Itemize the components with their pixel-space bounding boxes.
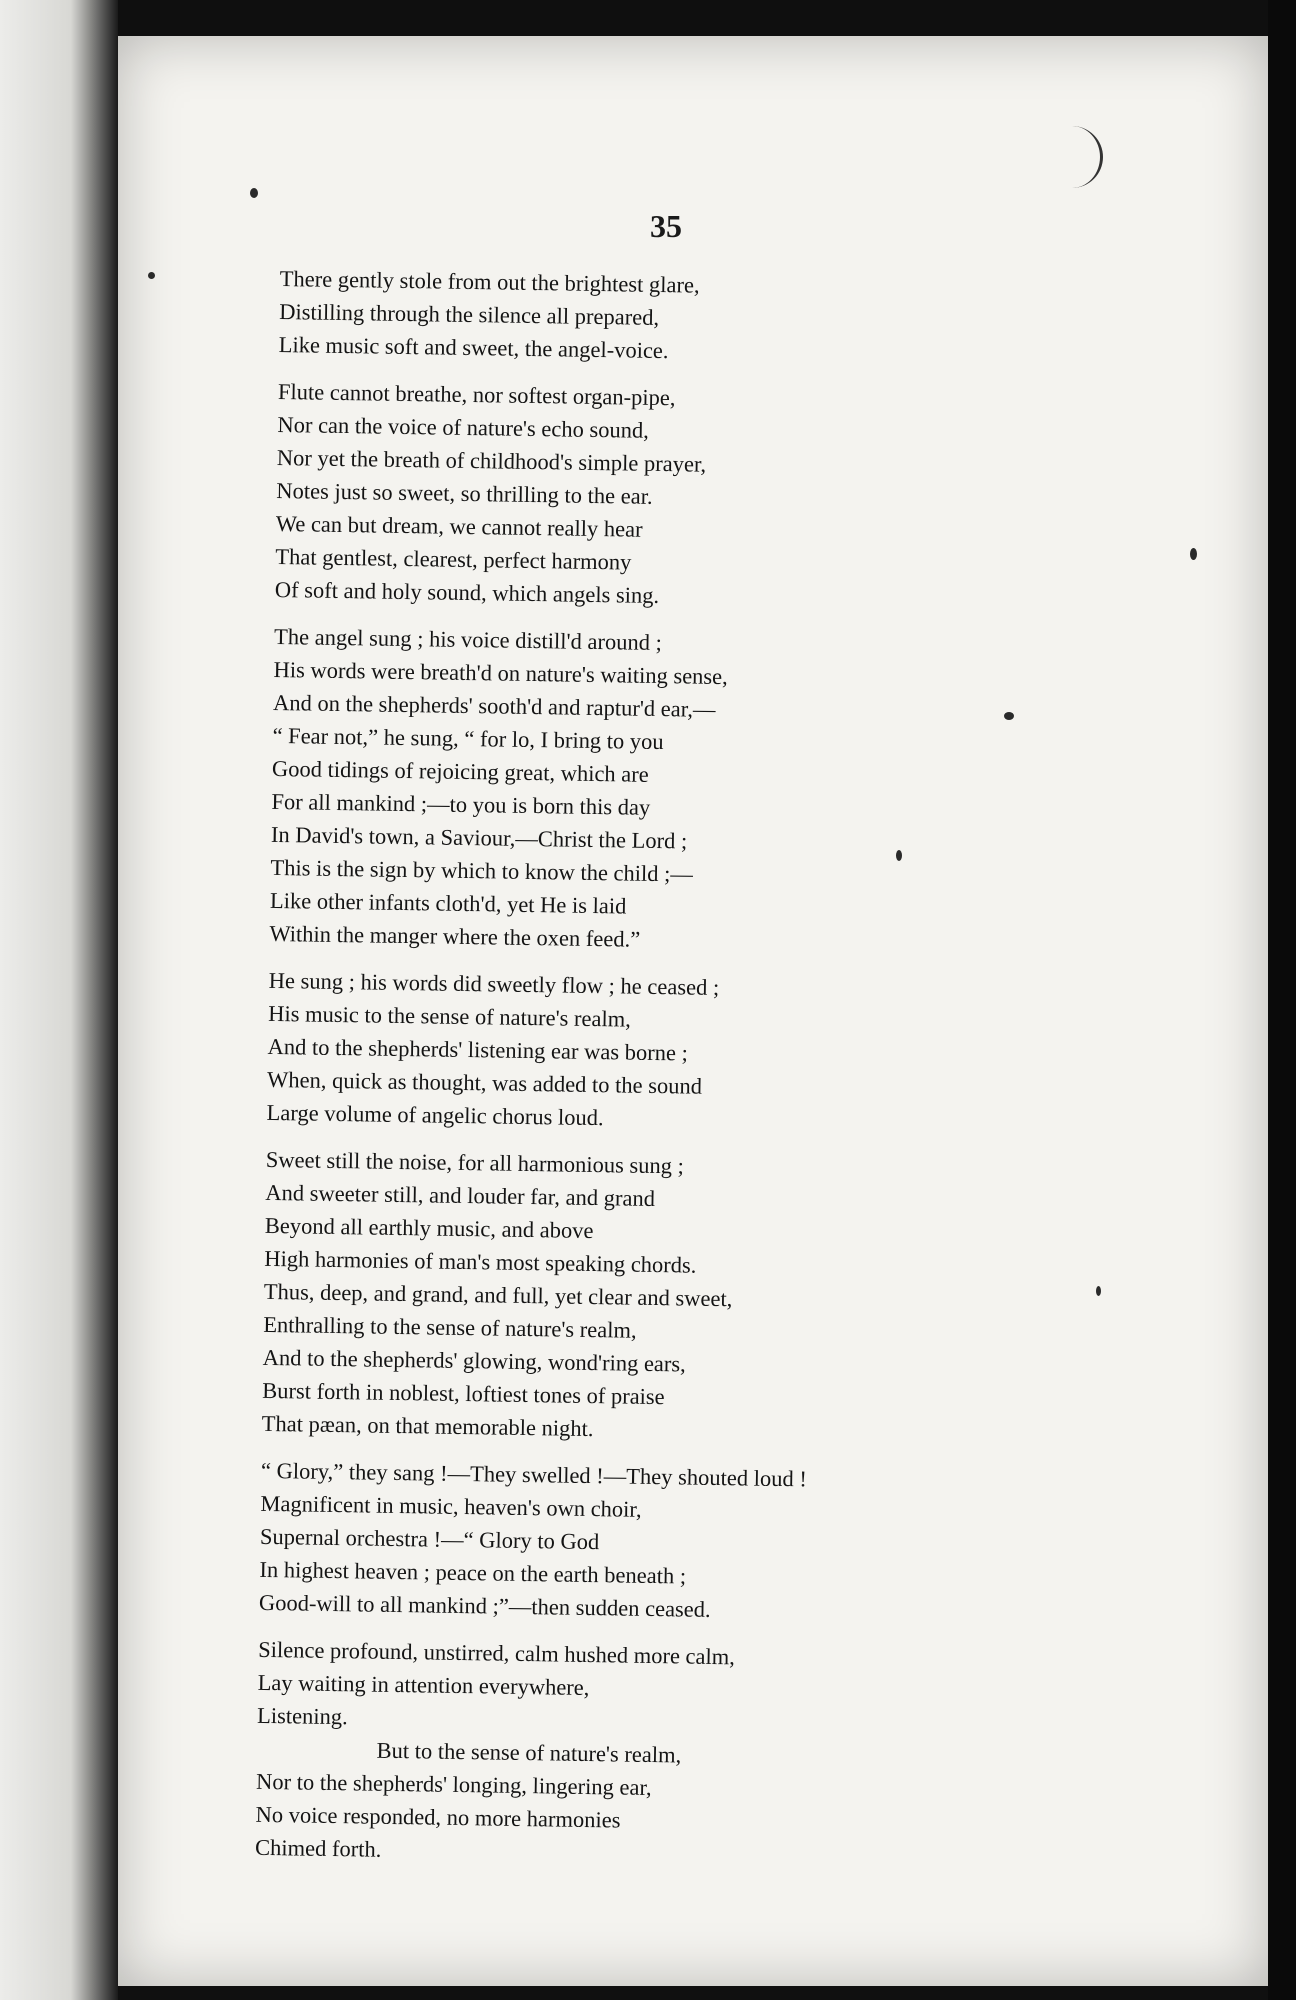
- poem-line: Nor to the shepherds' longing, lingering ear,: [255, 1768, 652, 1801]
- poem-line: Notes just so sweet, so thrilling to the ear.: [276, 477, 653, 509]
- poem-line: Large volume of angelic chorus loud.: [266, 1099, 604, 1131]
- poem-line: Silence profound, unstirred, calm hushed more calm,: [258, 1636, 736, 1670]
- stanza-6: [259, 1454, 1021, 1631]
- page-number: 35: [650, 208, 682, 244]
- poem-line: And on the shepherds' sooth'd and raptur'd ear,—: [272, 689, 716, 722]
- poem-line: Burst forth in noblest, loftiest tones of praise: [262, 1377, 665, 1410]
- poem-line: “ Glory,” they sang !—They swelled !—They shouted loud !: [260, 1457, 808, 1492]
- dust-speck: [148, 272, 155, 279]
- poem-line: No voice responded, no more harmonies: [255, 1801, 621, 1833]
- stanza-7: [255, 1633, 1019, 1876]
- stanza-3: [269, 620, 1034, 962]
- poem-line: His words were breath'd on nature's waiting sense,: [273, 656, 728, 690]
- poem-line: And to the shepherds' glowing, wond'ring ears,: [262, 1344, 686, 1377]
- poem-line: Good tidings of rejoicing great, which are: [271, 755, 649, 787]
- poem-line: We can but dream, we cannot really hear: [275, 510, 643, 542]
- poem-line: Enthralling to the sense of nature's realm,: [263, 1311, 637, 1343]
- poem-line: Magnificent in music, heaven's own choir,: [260, 1490, 642, 1522]
- poem-line: The angel sung ; his voice distill'd around ;: [273, 623, 663, 656]
- poem-line: Sweet still the noise, for all harmonious sung ;: [265, 1146, 685, 1179]
- poem-line: Lay waiting in attention everywhere,: [257, 1669, 590, 1701]
- poem-line: He sung ; his words did sweetly flow ; he ceased ;: [268, 967, 720, 1000]
- dust-speck: [1190, 548, 1197, 560]
- poem-line: Like music soft and sweet, the angel-voice.: [278, 331, 669, 364]
- poem-line: Of soft and holy sound, which angels sing.: [274, 576, 660, 608]
- poem-line: Nor yet the breath of childhood's simple prayer,: [276, 444, 707, 477]
- stanza-2: [275, 375, 1039, 618]
- poem-line: High harmonies of man's most speaking chords.: [264, 1245, 697, 1278]
- poem-line: Nor can the voice of nature's echo sound,: [277, 411, 650, 443]
- scan-top-border: [0, 0, 1296, 36]
- poem-line: For all mankind ;—to you is born this day: [271, 788, 651, 820]
- poem-line: That pæan, on that memorable night.: [261, 1410, 594, 1442]
- poem-line: Like other infants cloth'd, yet He is laid: [269, 887, 627, 919]
- stanza-5: [261, 1143, 1026, 1452]
- poem-line: That gentlest, clearest, perfect harmony: [275, 543, 632, 575]
- poem-line: When, quick as thought, was added to the sound: [266, 1066, 703, 1099]
- scan-right-border: [1268, 0, 1296, 2000]
- poem-line: There gently stole from out the brightest glare,: [279, 265, 700, 298]
- poem-line: Distilling through the silence all prepared,: [279, 298, 660, 330]
- poem-line: Within the manger where the oxen feed.”: [269, 920, 641, 952]
- stanza-1: [278, 262, 1039, 373]
- poem-line: Good-will to all mankind ;”—then sudden ceased.: [258, 1589, 711, 1622]
- poem-line: Listening.: [256, 1702, 348, 1730]
- poem-text: [255, 262, 1040, 1890]
- poem-line: In highest heaven ; peace on the earth beneath ;: [259, 1556, 687, 1589]
- poem-line: Thus, deep, and grand, and full, yet clear and sweet,: [263, 1278, 733, 1312]
- poem-line: Beyond all earthly music, and above: [264, 1212, 594, 1244]
- poem-line: Chimed forth.: [254, 1834, 382, 1862]
- poem-line-indented: But to the sense of nature's realm,: [376, 1737, 682, 1768]
- dust-speck: [250, 188, 258, 198]
- poem-line: His music to the sense of nature's realm,: [267, 1000, 632, 1032]
- poem-line: “ Fear not,” he sung, “ for lo, I bring to you: [272, 722, 664, 755]
- poem-line: In David's town, a Saviour,—Christ the Lord ;: [270, 821, 688, 854]
- poem-line: Supernal orchestra !—“ Glory to God: [259, 1523, 600, 1555]
- stanza-4: [266, 964, 1028, 1141]
- poem-line: Flute cannot breathe, nor softest organ-pipe,: [277, 378, 676, 411]
- scan-left-margin: [0, 0, 118, 2000]
- poem-line: This is the sign by which to know the child ;—: [270, 854, 694, 887]
- poem-line: And to the shepherds' listening ear was borne ;: [267, 1033, 689, 1066]
- poem-line: And sweeter still, and louder far, and grand: [265, 1179, 656, 1212]
- dust-speck: [1096, 1286, 1101, 1296]
